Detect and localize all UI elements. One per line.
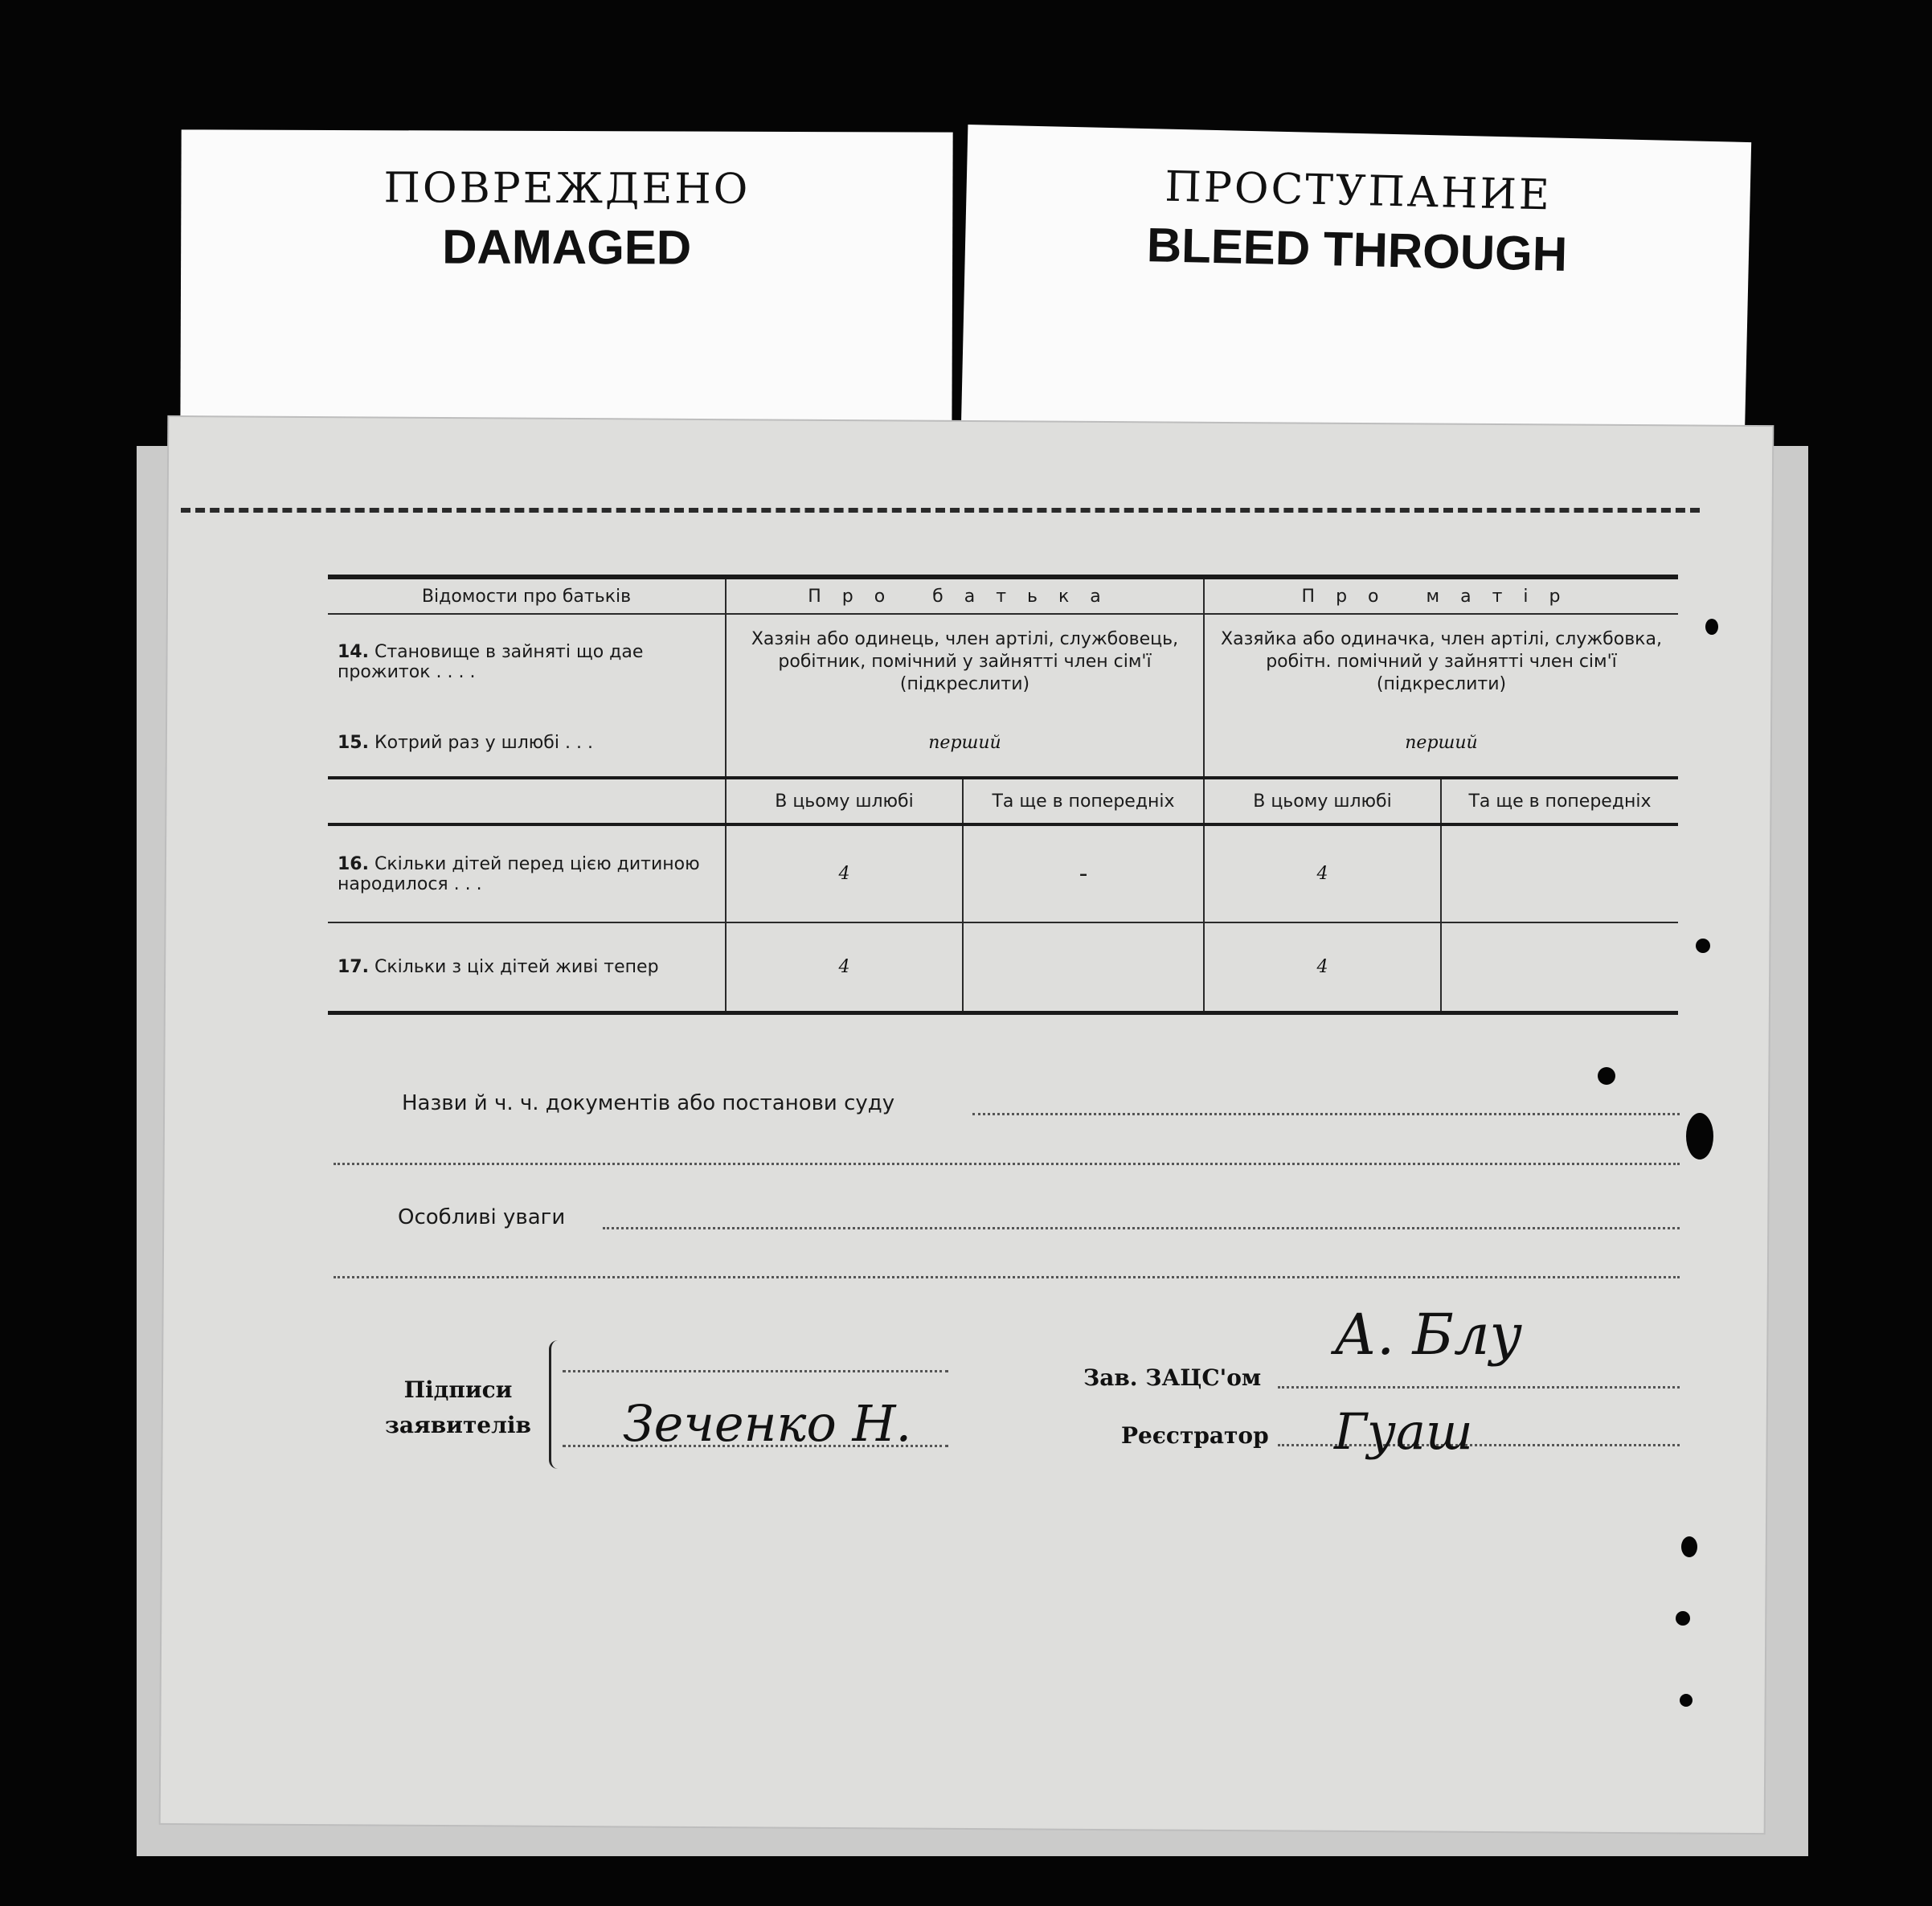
applicants-signature-label: Підписи заявителів xyxy=(385,1376,531,1438)
bleed-through-label-card xyxy=(961,125,1751,448)
parents-info-form xyxy=(328,575,1678,1015)
header-mother: Про матір xyxy=(1204,577,1678,614)
damaged-label-card xyxy=(180,129,952,445)
applicant-signature: Зеченко Н. xyxy=(623,1394,912,1453)
head-signature: А. Блу xyxy=(1334,1302,1523,1368)
row-number: 14. xyxy=(338,641,369,662)
punch-hole xyxy=(1681,1536,1697,1557)
documents-field-line xyxy=(972,1113,1680,1115)
father-occupation: Хазяін або одинець, член артілі, службовець, робітник, помічний у зайнятті член сім'ї (підкреслити) xyxy=(726,614,1204,709)
applicants-brace xyxy=(549,1340,558,1469)
mother-children-living-prev xyxy=(1441,922,1678,1012)
punch-hole xyxy=(1705,619,1718,635)
table-row-14 xyxy=(328,614,1678,709)
remarks-field-line-2 xyxy=(334,1276,1680,1278)
header-father: Про батька xyxy=(726,577,1204,614)
table-row-17 xyxy=(328,922,1678,1012)
table-row-15 xyxy=(328,709,1678,778)
mother-children-born-prev xyxy=(1441,824,1678,922)
row-label: Скільки дітей перед цією дитиною народилося . . . xyxy=(338,853,700,894)
father-children-born-prev: - xyxy=(963,824,1204,922)
registrar-signature: Гуаш xyxy=(1334,1402,1473,1461)
mother-this-marriage-header: В цьому шлюбі xyxy=(1204,778,1441,824)
mother-previous-header: Та ще в попередніх xyxy=(1441,778,1678,824)
row-label: Скільки з ціх дітей живі тепер xyxy=(374,956,659,977)
father-marriage-count: перший xyxy=(726,709,1204,778)
documents-field-line-2 xyxy=(334,1163,1680,1165)
damaged-label-en: DAMAGED xyxy=(442,219,692,275)
children-subheader-row xyxy=(328,778,1678,824)
punch-hole xyxy=(1686,1113,1713,1160)
parents-table xyxy=(328,575,1678,1015)
damaged-label-ru: ПОВРЕЖДЕНО xyxy=(383,164,751,214)
punch-hole xyxy=(1696,939,1710,953)
documents-field-label: Назви й ч. ч. документів або постанови суду xyxy=(402,1091,895,1115)
header-parents-info: Відомости про батьків xyxy=(328,577,726,614)
bleed-label-ru: ПРОСТУПАНИЕ xyxy=(1164,162,1553,220)
punch-hole xyxy=(1676,1611,1690,1626)
mother-children-born-this: 4 xyxy=(1204,824,1441,922)
father-children-born-this: 4 xyxy=(726,824,963,922)
father-children-living-this: 4 xyxy=(726,922,963,1012)
mother-children-living-this: 4 xyxy=(1204,922,1441,1012)
head-sig-line xyxy=(1278,1386,1680,1389)
mother-occupation: Хазяйка або одиначка, член артілі, службовка, робітн. помічний у зайнятті член сім'ї (підкреслити) xyxy=(1204,614,1678,709)
applicant-sig-line-1 xyxy=(563,1370,948,1372)
row-number: 17. xyxy=(338,956,369,977)
father-children-living-prev xyxy=(963,922,1204,1012)
punch-hole xyxy=(1598,1067,1615,1085)
row-label: Становище в зайняті що дае прожиток . . . . xyxy=(338,641,644,682)
registrar-label: Реєстратор xyxy=(1121,1422,1269,1449)
table-header-row xyxy=(328,577,1678,614)
row-label: Котрий раз у шлюбі . . . xyxy=(374,732,593,753)
bleed-label-en: BLEED THROUGH xyxy=(1146,218,1568,281)
remarks-field-label: Особливі уваги xyxy=(398,1205,566,1229)
remarks-field-line xyxy=(603,1227,1680,1229)
perforation-line xyxy=(181,508,1700,513)
head-zags-label: Зав. ЗАЦС'ом xyxy=(1083,1364,1262,1391)
father-this-marriage-header: В цьому шлюбі xyxy=(726,778,963,824)
punch-hole xyxy=(1680,1694,1693,1707)
row-number: 16. xyxy=(338,853,369,874)
mother-marriage-count: перший xyxy=(1204,709,1678,778)
row-number: 15. xyxy=(338,732,369,753)
table-row-16 xyxy=(328,824,1678,922)
father-previous-header: Та ще в попередніх xyxy=(963,778,1204,824)
